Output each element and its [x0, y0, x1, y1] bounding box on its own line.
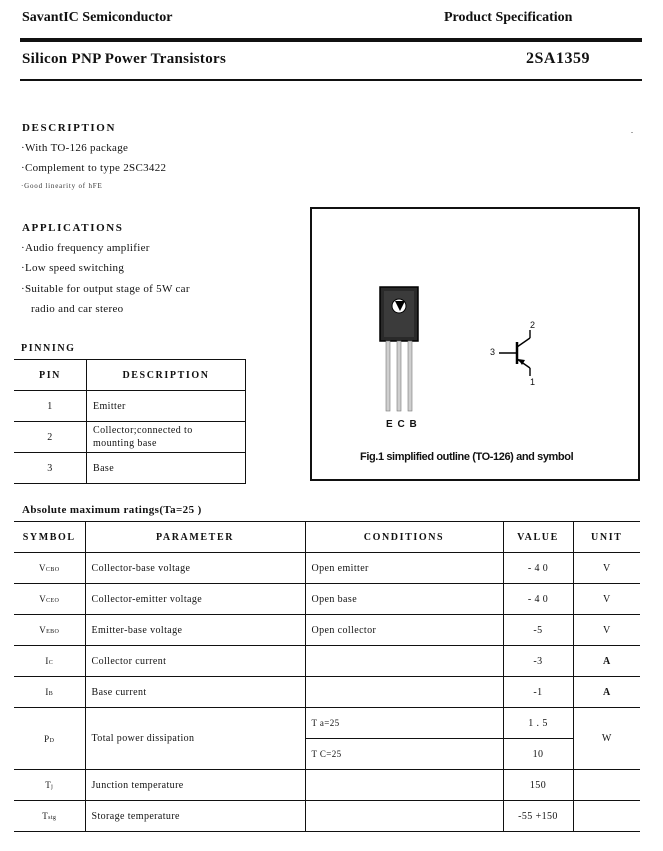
table-row — [14, 391, 246, 422]
document-type: Product Specification — [444, 10, 573, 25]
pin-description-line: mounting base — [93, 438, 157, 449]
pinning-table — [14, 359, 246, 484]
unit-cell: W — [573, 708, 640, 770]
symbol-letter: T — [42, 811, 49, 821]
unit-cell: V — [573, 615, 640, 646]
parameter-cell: Collector current — [85, 646, 305, 677]
symbol-letter: P — [44, 733, 50, 744]
parameter-column-header: PARAMETER — [85, 522, 305, 553]
symbol-letter: V — [39, 594, 47, 604]
application-item: ·Suitable for output stage of 5W car — [21, 283, 190, 295]
unit-column-header: UNIT — [573, 522, 640, 553]
value-cell: - 4 0 — [503, 584, 573, 615]
value-cell: -5 — [503, 615, 573, 646]
value-cell: - 4 0 — [503, 553, 573, 584]
symbol-letter: T — [45, 780, 52, 790]
symbol-subscript: CEO — [46, 598, 60, 604]
symbol-subscript: D — [49, 737, 55, 744]
figure-box — [310, 207, 640, 481]
symbol-cell — [14, 615, 85, 646]
value-cell: -55 +150 — [503, 801, 573, 832]
symbol-cell — [14, 801, 85, 832]
table-row — [14, 801, 640, 832]
table-row — [14, 553, 640, 584]
symbol-subscript: B — [48, 691, 54, 697]
symbol-letter: I — [45, 687, 49, 697]
product-line: Silicon PNP Power Transistors — [22, 51, 227, 67]
symbol-letter: V — [39, 625, 47, 635]
application-item: ·Audio frequency amplifier — [21, 242, 150, 254]
conditions-cell — [305, 677, 503, 708]
pin-number: 3 — [14, 453, 87, 484]
value-cell: 1 . 5 — [503, 708, 573, 739]
symbol-column-header: SYMBOL — [14, 522, 85, 553]
conditions-cell: T a=25 — [305, 708, 503, 739]
value-cell: -1 — [503, 677, 573, 708]
unit-cell — [573, 801, 640, 832]
table-row — [14, 770, 640, 801]
unit-cell: A — [573, 646, 640, 677]
description-item: ·Complement to type 2SC3422 — [21, 162, 167, 174]
value-cell: -3 — [503, 646, 573, 677]
conditions-cell: Open emitter — [305, 553, 503, 584]
title-rule — [20, 79, 642, 81]
pin-number: 1 — [14, 391, 87, 422]
header-rule — [20, 38, 642, 42]
unit-cell: V — [573, 553, 640, 584]
conditions-cell: Open base — [305, 584, 503, 615]
application-item: radio and car stereo — [31, 303, 124, 315]
pin-description — [87, 422, 246, 453]
emitter-pin-number: 1 — [530, 377, 536, 387]
table-row — [14, 360, 246, 391]
pin-description-line: Collector;connected to — [93, 425, 193, 436]
table-row — [14, 522, 640, 553]
ratings-table — [14, 521, 640, 832]
pinning-heading: PINNING — [21, 343, 76, 354]
unit-cell: A — [573, 677, 640, 708]
to126-package-illustration — [312, 209, 638, 479]
base-pin-number: 3 — [490, 347, 496, 357]
pin-description: Base — [87, 453, 246, 484]
table-row — [14, 677, 640, 708]
symbol-cell — [14, 646, 85, 677]
table-row — [14, 708, 640, 739]
description-item: ·With TO-126 package — [21, 142, 129, 154]
table-row — [14, 646, 640, 677]
pin-description: Emitter — [87, 391, 246, 422]
ratings-heading: Absolute maximum ratings(Ta=25 ) — [22, 504, 202, 516]
pin-column-header: PIN — [14, 360, 87, 391]
description-item: ·Good linearity of hFE — [21, 182, 103, 190]
unit-cell: V — [573, 584, 640, 615]
parameter-cell: Base current — [85, 677, 305, 708]
pin-order-label: E C B — [386, 419, 418, 430]
symbol-subscript: EBO — [46, 629, 60, 635]
symbol-subscript: C — [48, 660, 54, 666]
symbol-cell — [14, 553, 85, 584]
table-row — [14, 453, 246, 484]
symbol-letter: I — [45, 656, 49, 666]
conditions-cell — [305, 770, 503, 801]
unit-cell — [573, 770, 640, 801]
conditions-cell: Open collector — [305, 615, 503, 646]
pin-number: 2 — [14, 422, 87, 453]
corner-dot: . — [631, 126, 633, 135]
description-heading: DESCRIPTION — [22, 122, 117, 134]
table-row — [14, 615, 640, 646]
conditions-cell — [305, 646, 503, 677]
parameter-cell: Collector-emitter voltage — [85, 584, 305, 615]
conditions-cell: T C=25 — [305, 739, 503, 770]
company-name: SavantIC Semiconductor — [22, 10, 173, 25]
part-number: 2SA1359 — [526, 50, 590, 67]
symbol-letter: V — [39, 563, 46, 573]
figure-caption: Fig.1 simplified outline (TO-126) and symbol — [360, 451, 574, 463]
symbol-cell — [14, 708, 85, 770]
symbol-cell — [14, 677, 85, 708]
parameter-cell: Junction temperature — [85, 770, 305, 801]
value-cell: 10 — [503, 739, 573, 770]
symbol-subscript: CBO — [45, 567, 60, 573]
symbol-cell — [14, 584, 85, 615]
collector-pin-number: 2 — [530, 320, 536, 330]
conditions-cell — [305, 801, 503, 832]
parameter-cell: Storage temperature — [85, 801, 305, 832]
symbol-subscript: j — [51, 784, 54, 790]
parameter-cell: Emitter-base voltage — [85, 615, 305, 646]
description-column-header: DESCRIPTION — [87, 360, 246, 391]
conditions-column-header: CONDITIONS — [305, 522, 503, 553]
table-row — [14, 584, 640, 615]
parameter-cell: Collector-base voltage — [85, 553, 305, 584]
table-row — [14, 422, 246, 453]
symbol-subscript: stg — [48, 815, 57, 821]
application-item: ·Low speed switching — [21, 262, 125, 274]
parameter-cell: Total power dissipation — [85, 708, 305, 770]
applications-heading: APPLICATIONS — [22, 222, 124, 234]
symbol-cell — [14, 770, 85, 801]
value-cell: 150 — [503, 770, 573, 801]
value-column-header: VALUE — [503, 522, 573, 553]
